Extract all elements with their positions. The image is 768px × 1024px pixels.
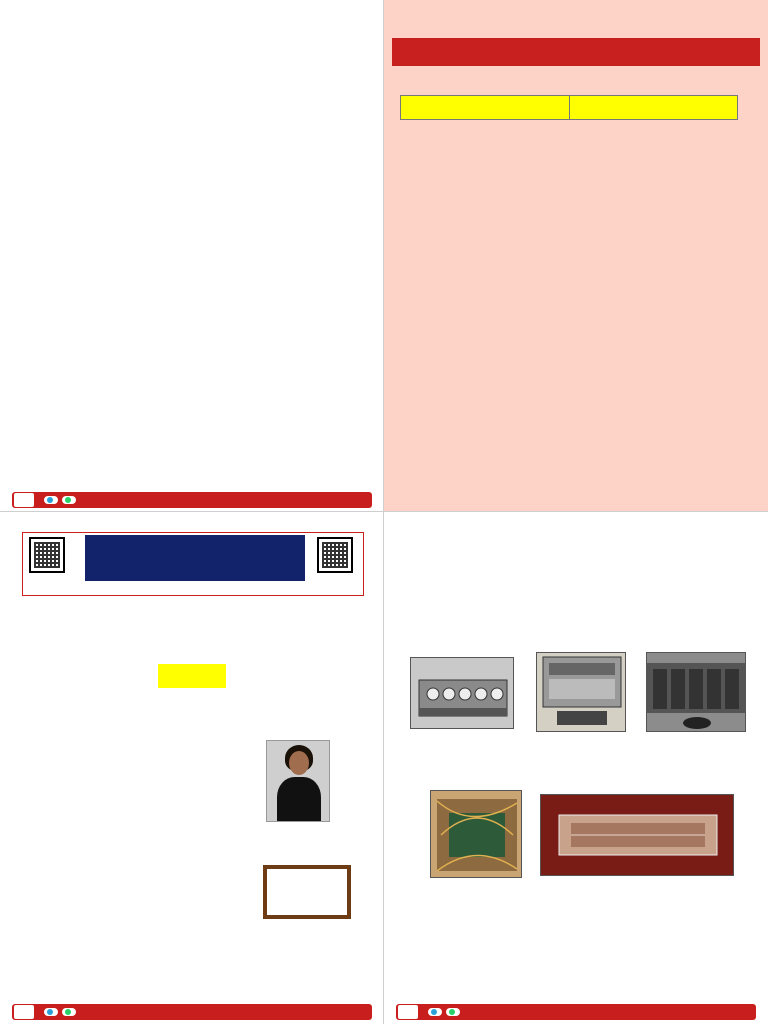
exam-table-header bbox=[401, 96, 738, 120]
telegram-icon bbox=[47, 1009, 53, 1015]
telegram-icon bbox=[47, 497, 53, 503]
click-instruction-bar bbox=[392, 38, 760, 66]
turing-machine-drawing bbox=[537, 653, 626, 732]
qr-code-right bbox=[317, 537, 353, 573]
telegram-icon bbox=[431, 1009, 437, 1015]
rbe-logo bbox=[14, 493, 34, 507]
whatsapp-icon bbox=[65, 1009, 71, 1015]
rbe-logo bbox=[14, 1005, 34, 1019]
history-page-continued bbox=[384, 512, 768, 1024]
qr-code-left bbox=[29, 537, 65, 573]
turing-machine-image bbox=[536, 652, 626, 732]
promo-box[interactable] bbox=[22, 532, 364, 596]
exam-table bbox=[400, 95, 738, 120]
chip-drawing bbox=[541, 795, 734, 876]
rbe-logo bbox=[398, 1005, 418, 1019]
rbe-promo-banner bbox=[85, 535, 305, 581]
whatsapp-icon bbox=[65, 497, 71, 503]
download-footer[interactable] bbox=[396, 1004, 756, 1020]
download-footer[interactable] bbox=[12, 1004, 372, 1020]
course-title bbox=[22, 609, 367, 629]
wired-board-drawing bbox=[431, 791, 522, 878]
telegram-pill[interactable] bbox=[44, 496, 58, 504]
class-label bbox=[158, 664, 226, 688]
contents-page bbox=[0, 0, 384, 512]
wired-board-image bbox=[430, 790, 522, 878]
telegram-pill[interactable] bbox=[428, 1008, 442, 1016]
whatsapp-icon bbox=[449, 1009, 455, 1015]
tabulating-machine-image bbox=[410, 657, 514, 729]
whatsapp-pill[interactable] bbox=[446, 1008, 460, 1016]
eniac-drawing bbox=[647, 653, 746, 732]
exam-name-header bbox=[569, 96, 738, 120]
teacher-photo bbox=[266, 740, 330, 822]
eniac-image bbox=[646, 652, 746, 732]
whatsapp-pill[interactable] bbox=[62, 1008, 76, 1016]
index-page bbox=[384, 0, 768, 512]
telegram-pill[interactable] bbox=[44, 1008, 58, 1016]
tabulating-machine-drawing bbox=[411, 658, 514, 729]
abacus-image bbox=[263, 865, 351, 919]
history-page bbox=[0, 512, 384, 1024]
download-footer[interactable] bbox=[12, 492, 372, 508]
semiconductor-chip-image bbox=[540, 794, 734, 876]
whatsapp-pill[interactable] bbox=[62, 496, 76, 504]
sno-header bbox=[401, 96, 570, 120]
